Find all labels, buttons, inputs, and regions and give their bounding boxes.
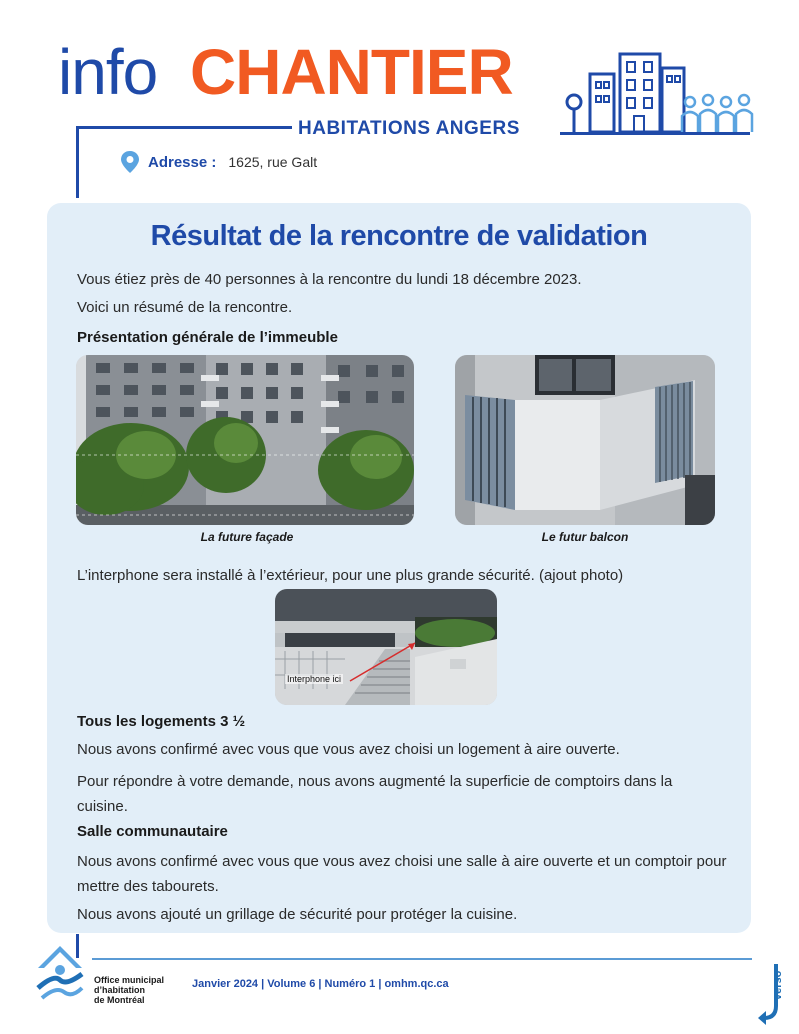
- intro-paragraph-1: Vous étiez près de 40 personnes à la rencontre du lundi 18 décembre 2023.: [77, 271, 582, 288]
- common-room-paragraph-1: Nous avons confirmé avec vous que vous avez choisi une salle à aire ouverte et un comptoir pour mettre des tabourets.: [77, 853, 727, 895]
- project-name: HABITATIONS ANGERS: [298, 118, 520, 139]
- header-vertical-rule: [76, 126, 79, 198]
- issue-info: Janvier 2024 | Volume 6 | Numéro 1 | omhm.qc.ca: [192, 978, 449, 990]
- footer-rule: [92, 958, 752, 960]
- omhm-logo: [34, 944, 86, 1002]
- interphone-photo: [275, 589, 497, 705]
- interphone-paragraph: L’interphone sera installé à l’extérieur, pour une plus grande sécurité. (ajout photo): [77, 567, 624, 584]
- content-panel: [47, 203, 751, 933]
- units-paragraph-2: Pour répondre à votre demande, nous avons augmenté la superficie de comptoirs dans la cuisine.: [77, 773, 673, 815]
- title-info: info: [58, 36, 158, 108]
- masthead: [0, 0, 799, 200]
- section-heading-common-room: Salle communautaire: [77, 823, 228, 840]
- balcony-photo: [455, 355, 715, 525]
- caption-balcony: Le futur balcon: [541, 530, 629, 544]
- org-name: [94, 975, 164, 1005]
- header-rule: [76, 126, 292, 129]
- buildings-icon: [562, 44, 754, 136]
- intro-paragraph-2: Voici un résumé de la rencontre.: [77, 299, 293, 316]
- facade-photo: [76, 355, 414, 525]
- org-line-3: de Montréal: [94, 995, 145, 1005]
- title-chantier: CHANTIER: [190, 36, 513, 108]
- interphone-label: Interphone ici: [287, 674, 342, 684]
- org-line-1: Office municipal: [94, 975, 165, 985]
- caption-facade: La future façade: [200, 530, 294, 544]
- section-heading-units: Tous les logements 3 ½: [77, 713, 246, 730]
- page-title: Résultat de la rencontre de validation: [150, 220, 648, 252]
- address-label: Adresse :: [148, 153, 217, 171]
- org-line-2: d’habitation: [94, 985, 145, 995]
- verso-label[interactable]: verso: [772, 970, 784, 1000]
- section-heading-building: Présentation générale de l’immeuble: [77, 329, 338, 346]
- address-line: [120, 150, 317, 174]
- address-value: 1625, rue Galt: [228, 154, 318, 170]
- units-paragraph-1: Nous avons confirmé avec vous que vous avez choisi un logement à aire ouverte.: [77, 741, 620, 758]
- location-pin-icon: [120, 150, 140, 174]
- common-room-paragraph-2: Nous avons ajouté un grillage de sécurité pour protéger la cuisine.: [77, 906, 518, 923]
